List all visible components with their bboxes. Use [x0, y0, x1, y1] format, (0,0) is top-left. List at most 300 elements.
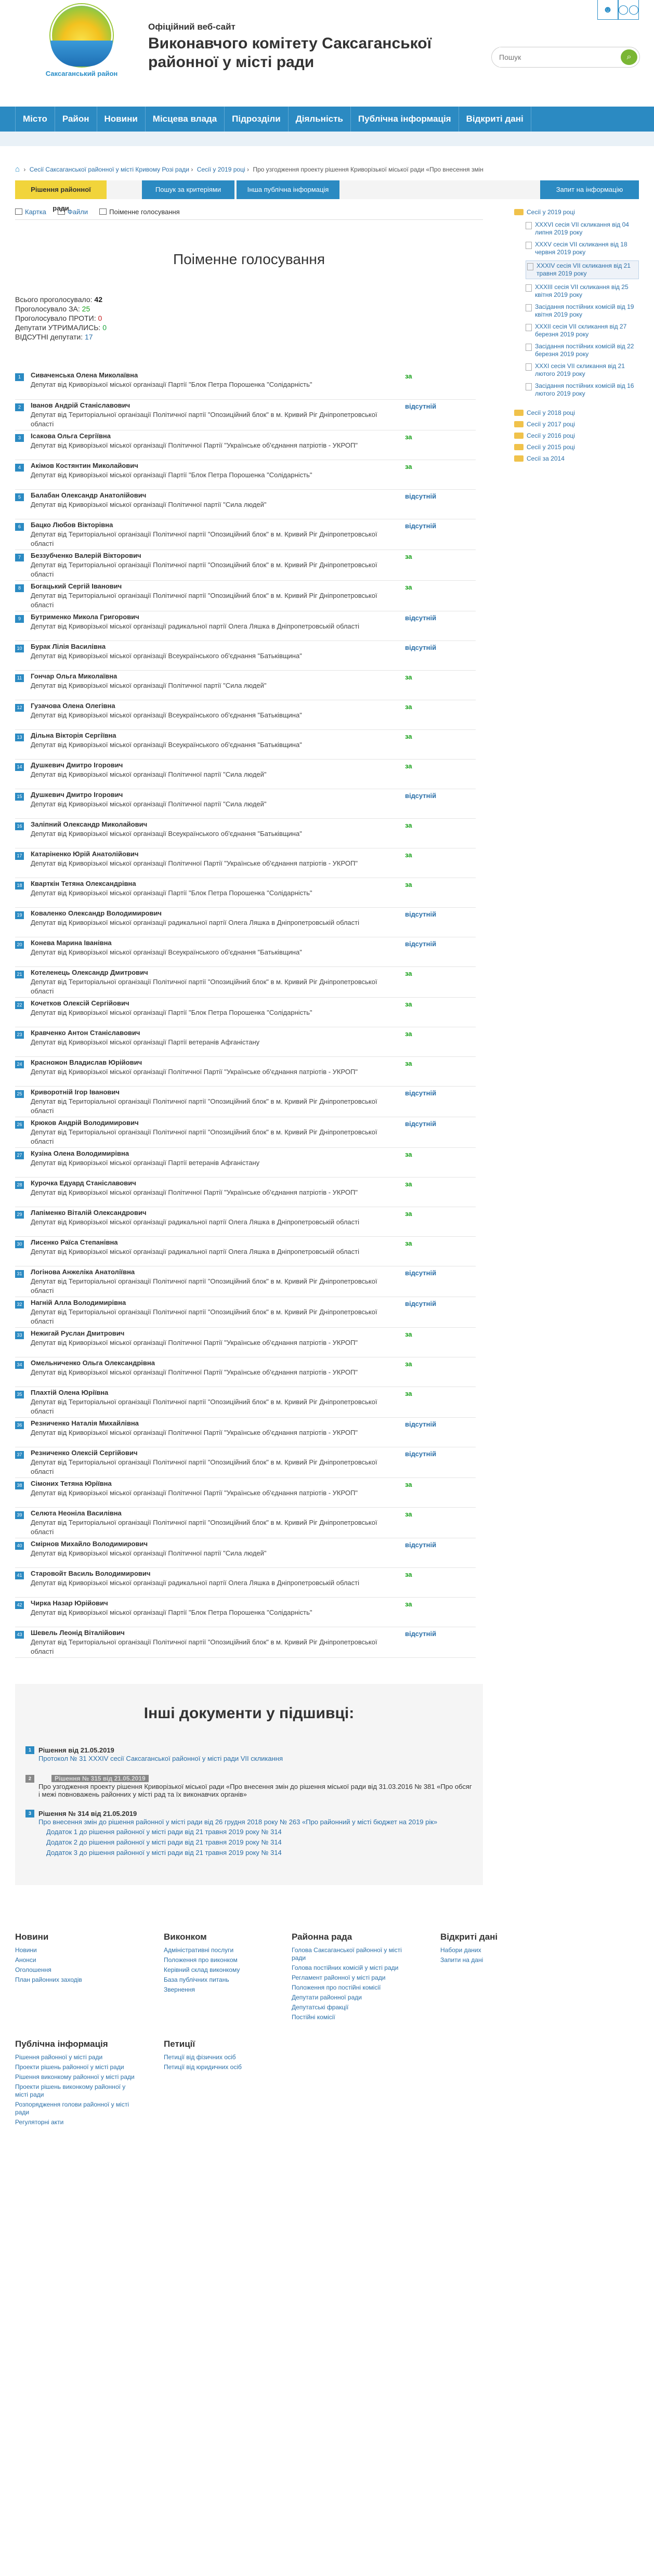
footer-link[interactable]: Голова Саксаганської районної у місті ради — [292, 1946, 402, 1962]
vote-row — [15, 1117, 476, 1147]
vote-row — [15, 519, 476, 550]
vote-row — [15, 550, 476, 580]
footer-link[interactable]: Новини — [15, 1946, 37, 1954]
deputy-party: Депутат від Криворізької міської організації Політичної партії "Сила людей" — [31, 500, 267, 508]
stat-for: 25 — [82, 305, 90, 313]
deputy-party: Депутат від Територіальної організації Політичної партії "Опозиційний блок" в м. Кривий Ріг Дніпропетровської області — [31, 1277, 377, 1294]
vote-result: за — [405, 1147, 476, 1177]
deputy-party: Депутат від Криворізької міської організації Всеукраїнського об'єднання "Батьківщина" — [31, 740, 302, 749]
site-logo[interactable] — [45, 4, 118, 98]
row-number-badge: 8 — [15, 584, 24, 592]
vote-result: відсутній — [405, 1117, 476, 1147]
footer-column-news — [15, 1932, 140, 2023]
main-nav — [0, 107, 654, 132]
vote-row — [15, 670, 476, 700]
deputy-name: Лисенко Раїса Степанівна — [31, 1238, 118, 1246]
vote-result: за — [405, 700, 476, 729]
attachment-link[interactable]: Додаток 3 до рішення районної у місті ради від 21 травня 2019 року № 314 — [46, 1848, 282, 1856]
row-number-badge: 40 — [15, 1542, 24, 1550]
vote-stats: Всього проголосувало: 42 Проголосувало ЗА: 25 Проголосувало ПРОТИ: 0 Депутати УТРИМАЛИСЬ: 0 ВІДСУТНІ депутати: 17 — [15, 295, 107, 341]
vote-result: відсутній — [405, 1086, 476, 1117]
home-icon[interactable]: ⌂ — [15, 165, 20, 174]
tree-session-item[interactable]: XXXI сесія VII скликання від 21 лютого 2019 року — [526, 362, 639, 378]
vote-row — [15, 1086, 476, 1117]
deputy-party: Депутат від Криворізької міської організації Партії "Блок Петра Порошенка "Солідарність" — [31, 381, 312, 388]
row-number-badge: 42 — [15, 1601, 24, 1609]
footer-link[interactable]: Рішення районної у місті ради — [15, 2053, 103, 2061]
nav-item[interactable]: Публічна інформація — [351, 107, 459, 132]
vote-result: за — [405, 878, 476, 907]
vote-row — [15, 1147, 476, 1177]
deputy-name: Беззубченко Валерій Вікторович — [31, 551, 141, 559]
vote-row — [15, 580, 476, 611]
footer-heading: Новини — [15, 1931, 49, 1942]
footer-link[interactable]: Положення про постійні комісії — [292, 1983, 381, 1991]
nav-underline-band — [0, 132, 654, 146]
vote-row — [15, 430, 476, 460]
deputy-name: Душкевич Дмитро Ігорович — [31, 761, 123, 769]
deputy-name: Кочетков Олексій Сергійович — [31, 999, 129, 1007]
vote-result: за — [405, 1177, 476, 1207]
deputy-name: Заліпний Олександр Миколайович — [31, 820, 148, 828]
document-link[interactable]: Про внесення змін до рішення районної у місті ради від 26 грудня 2018 року № 263 «Про районний у місті бюджет на 2019 рік» — [38, 1817, 438, 1826]
vote-result: відсутній — [405, 1447, 476, 1477]
footer-link[interactable]: Адміністративні послуги — [164, 1946, 234, 1954]
site-header — [15, 0, 639, 107]
deputy-name: Кузіна Олена Володимирівна — [31, 1149, 129, 1157]
row-number-badge: 37 — [15, 1451, 24, 1459]
vote-result: за — [405, 1056, 476, 1086]
deputy-name: Бацко Любов Вікторівна — [31, 520, 113, 529]
footer-link[interactable]: Керівний склад виконкому — [164, 1966, 240, 1973]
row-number-badge: 27 — [15, 1152, 24, 1159]
tree-year-item[interactable]: Сесії у 2018 році — [514, 408, 639, 417]
doc-label: Рішення № 315 від 21.05.2019 — [51, 1775, 149, 1782]
row-number-badge: 30 — [15, 1240, 24, 1248]
vote-row — [15, 1477, 476, 1507]
nav-item[interactable]: Район — [55, 107, 97, 132]
row-number-badge: 32 — [15, 1301, 24, 1309]
deputy-party: Депутат від Криворізької міської організації Політичної Партії "Українське об'єднання патріотів - УКРОП" — [31, 1188, 358, 1196]
doc-number-badge: 2 — [25, 1775, 34, 1783]
files-icon — [58, 208, 65, 215]
deputy-party: Депутат від Криворізької міської організації Всеукраїнського об'єднання "Батьківщина" — [31, 948, 302, 956]
footer-link[interactable]: Звернення — [164, 1985, 195, 1993]
document-icon — [526, 284, 532, 292]
vote-result: за — [405, 1507, 476, 1538]
row-number-badge: 33 — [15, 1331, 24, 1339]
vote-row — [15, 997, 476, 1027]
row-number-badge: 7 — [15, 554, 24, 561]
footer-link[interactable]: Проекти рішень виконкому районної у місті ради — [15, 2083, 126, 2098]
vote-result: відсутній — [405, 907, 476, 937]
document-icon — [526, 363, 532, 371]
row-number-badge: 34 — [15, 1361, 24, 1369]
row-number-badge: 2 — [15, 403, 24, 411]
footer-link[interactable]: Проекти рішень районної у місті ради — [15, 2063, 124, 2071]
vote-row — [15, 789, 476, 818]
nav-item[interactable]: Місто — [15, 107, 55, 132]
deputy-name: Шевель Леонід Віталійович — [31, 1628, 125, 1637]
nav-item[interactable]: Підрозділи — [225, 107, 289, 132]
vote-result: за — [405, 997, 476, 1027]
deputy-name: Нежигай Руслан Дмитрович — [31, 1329, 125, 1337]
deputy-name: Катаріненко Юрій Анатолійович — [31, 849, 139, 858]
footer-link[interactable]: Розпорядження голови районної у місті ради — [15, 2100, 129, 2116]
vote-result: за — [405, 1027, 476, 1056]
vote-row — [15, 640, 476, 670]
vote-row — [15, 399, 476, 430]
vote-row — [15, 489, 476, 519]
vote-row — [15, 460, 476, 489]
doc-number-badge: 1 — [25, 1746, 34, 1754]
deputy-party: Депутат від Територіальної організації Політичної партії "Опозиційний блок" в м. Кривий Ріг Дніпропетровської області — [31, 560, 377, 578]
deputy-party: Депутат від Криворізької міської організації Всеукраїнського об'єднання "Батьківщина" — [31, 651, 302, 660]
deputy-party: Депутат від Криворізької міської організації радикальної партії Олега Ляшка в Дніпропетровській області — [31, 1578, 359, 1587]
vote-row — [15, 848, 476, 878]
footer-link[interactable]: Рішення виконкому районної у місті ради — [15, 2073, 135, 2081]
deputy-party: Депутат від Криворізької міської організації Партії "Блок Петра Порошенка "Солідарність" — [31, 470, 312, 479]
deputy-party: Депутат від Криворізької міської організації радикальної партії Олега Ляшка в Дніпропетровській області — [31, 622, 359, 630]
footer-link[interactable]: Депутати районної ради — [292, 1993, 362, 2001]
row-number-badge: 35 — [15, 1391, 24, 1398]
tree-session-item[interactable]: XXXII сесія VII скликання від 27 березня 2019 року — [526, 323, 639, 338]
deputy-party: Депутат від Криворізької міської організації радикальної партії Олега Ляшка в Дніпропетровській області — [31, 918, 359, 926]
footer-link[interactable]: Голова постійних комісій у місті ради — [292, 1964, 399, 1971]
tree-year-item[interactable]: Сесії у 2017 році — [514, 420, 639, 429]
search-icon[interactable]: ⌕ — [621, 49, 637, 65]
deputy-name: Акімов Костянтин Миколайович — [31, 461, 138, 469]
vote-result: за — [405, 1567, 476, 1597]
tree-session-item[interactable]: XXXV сесія VII скликання від 18 червня 2019 року — [526, 241, 639, 256]
deputy-name: Іванов Андрій Станіславович — [31, 401, 130, 409]
deputy-name: Сиваченська Олена Миколаївна — [31, 371, 138, 379]
row-number-badge: 3 — [15, 434, 24, 442]
tree-year-item[interactable]: Сесії за 2014 — [514, 454, 639, 463]
vote-result: за — [405, 460, 476, 489]
footer-heading: Районна рада — [292, 1931, 352, 1942]
tree-session-item[interactable]: XXXIV сесія VII скликання від 21 травня 2019 року — [526, 260, 639, 279]
deputy-party: Депутат від Криворізької міської організації Партії "Блок Петра Порошенка "Солідарність" — [31, 888, 312, 897]
row-number-badge: 29 — [15, 1211, 24, 1219]
folder-icon — [514, 410, 524, 416]
deputy-party: Депутат від Криворізької міської організації Партії "Блок Петра Порошенка "Солідарність" — [31, 1608, 312, 1616]
folder-icon — [514, 433, 524, 439]
deputy-party: Депутат від Територіальної організації Політичної партії "Опозиційний блок" в м. Кривий Ріг Дніпропетровської області — [31, 530, 377, 547]
vote-result: за — [405, 818, 476, 848]
vote-result: за — [405, 670, 476, 700]
row-number-badge: 39 — [15, 1511, 24, 1519]
footer-column-open — [440, 1932, 575, 2023]
deputy-party: Депутат від Територіальної організації Політичної партії "Опозиційний блок" в м. Кривий Ріг Дніпропетровської області — [31, 1518, 377, 1536]
row-number-badge: 13 — [15, 734, 24, 741]
vote-result: за — [405, 1357, 476, 1387]
sidebar-tree — [514, 204, 639, 1885]
vote-row — [15, 818, 476, 848]
view-switcher — [15, 204, 483, 220]
deputy-party: Депутат від Криворізької міської організації Всеукраїнського об'єднання "Батьківщина" — [31, 829, 302, 838]
deputy-party: Депутат від Територіальної організації Політичної партії "Опозиційний блок" в м. Кривий Ріг Дніпропетровської області — [31, 1097, 377, 1115]
deputy-name: Сімоних Тетяна Юріївна — [31, 1479, 112, 1487]
vote-result: за — [405, 848, 476, 878]
deputy-name: Гончар Ольга Миколаївна — [31, 672, 117, 680]
vote-row — [15, 1387, 476, 1417]
nav-item[interactable]: Новини — [97, 107, 146, 132]
vote-icon — [99, 208, 107, 215]
vote-row — [15, 1417, 476, 1447]
vote-result: відсутній — [405, 489, 476, 519]
vote-row — [15, 1207, 476, 1236]
vote-result: відсутній — [405, 1538, 476, 1567]
other-documents-title: Інші документи у підшивці: — [143, 1704, 355, 1722]
row-number-badge: 16 — [15, 822, 24, 830]
deputy-name: Котеленець Олександр Дмитрович — [31, 968, 148, 976]
search-input[interactable] — [499, 47, 603, 67]
row-number-badge: 25 — [15, 1090, 24, 1098]
vote-row — [15, 729, 476, 759]
deputy-party: Депутат від Криворізької міської організації Політичної Партії "Українське об'єднання патріотів - УКРОП" — [31, 1488, 358, 1497]
footer-heading: Виконком — [164, 1931, 207, 1942]
deputy-name: Криворотній Ігор Іванович — [31, 1088, 120, 1096]
site-footer — [15, 1932, 639, 2128]
deputy-name: Бутрименко Микола Григорович — [31, 612, 139, 621]
tree-year-2019[interactable]: Сесії у 2019 році — [514, 207, 639, 217]
footer-link[interactable]: База публічних питань — [164, 1976, 229, 1983]
row-number-badge: 23 — [15, 1031, 24, 1039]
footer-column-exec — [164, 1932, 268, 2023]
deputy-party: Депутат від Територіальної організації Політичної партії "Опозиційний блок" в м. Кривий Ріг Дніпропетровської області — [31, 1458, 377, 1475]
vote-row — [15, 1056, 476, 1086]
deputy-party: Депутат від Криворізької міської організації радикальної партії Олега Ляшка в Дніпропетровській області — [31, 1247, 359, 1256]
deputy-name: Чирка Назар Юрійович — [31, 1599, 108, 1607]
document-icon — [526, 383, 532, 390]
stat-abstain: 0 — [102, 323, 107, 332]
vote-result: за — [405, 580, 476, 611]
vote-row — [15, 1597, 476, 1627]
deputy-name: Кварткін Тетяна Олександрівна — [31, 879, 136, 887]
row-number-badge: 19 — [15, 911, 24, 919]
footer-link[interactable]: Регламент районної у місті ради — [292, 1973, 386, 1981]
footer-link[interactable]: Оголошення — [15, 1966, 51, 1973]
row-number-badge: 43 — [15, 1631, 24, 1639]
deputy-party: Депутат від Криворізької міської організації Політичної партії "Сила людей" — [31, 800, 267, 808]
deputy-name: Смірнов Михайло Володимирович — [31, 1539, 148, 1548]
footer-link[interactable]: Набори даних — [440, 1946, 481, 1954]
deputy-name: Конева Марина Іванівна — [31, 938, 112, 947]
vote-result: за — [405, 759, 476, 789]
footer-link[interactable]: Анонси — [15, 1956, 36, 1964]
vote-result: відсутній — [405, 1297, 476, 1327]
vote-table — [15, 370, 476, 1658]
vote-row — [15, 1266, 476, 1297]
tab-public-info[interactable]: Інша публічна інформація — [237, 180, 339, 199]
document-icon — [526, 304, 532, 311]
footer-link[interactable]: Запити на дані — [440, 1956, 483, 1964]
deputy-name: Дільна Вікторія Сергіївна — [31, 731, 116, 739]
deputy-party: Депутат від Територіальної організації Політичної партії "Опозиційний блок" в м. Кривий Ріг Дніпропетровської області — [31, 1307, 377, 1325]
footer-link[interactable]: Постійні комісії — [292, 2013, 335, 2021]
vote-result: відсутній — [405, 789, 476, 818]
breadcrumb-link[interactable]: Сесії Саксаганської районної у місті Кривому Розі ради — [29, 166, 189, 173]
glasses-icon[interactable]: ◯◯ — [618, 0, 639, 20]
footer-link[interactable]: Депутатські фракції — [292, 2003, 349, 2011]
vote-row — [15, 937, 476, 966]
deputy-party: Депутат від Територіальної організації Політичної партії "Опозиційний блок" в м. Кривий Ріг Дніпропетровської області — [31, 1638, 377, 1655]
wave-emblem — [50, 41, 113, 67]
deputy-name: Резниченко Олексій Сергійович — [31, 1448, 138, 1457]
footer-column-council — [292, 1932, 416, 2023]
row-number-badge: 21 — [15, 971, 24, 978]
tree-session-item[interactable]: Засідання постійних комісій від 19 квітня 2019 року — [526, 303, 639, 319]
stat-total: 42 — [94, 295, 102, 304]
nav-item[interactable]: Діяльність — [289, 107, 351, 132]
deputy-party: Депутат від Криворізької міської організації Політичної Партії "Українське об'єднання патріотів - УКРОП" — [31, 441, 358, 449]
view-files-link[interactable]: Файли — [58, 208, 88, 216]
row-number-badge: 28 — [15, 1181, 24, 1189]
nav-item[interactable]: Місцева влада — [146, 107, 225, 132]
deputy-name: Балабан Олександр Анатолійович — [31, 491, 147, 499]
vote-row — [15, 700, 476, 729]
doc-number-badge: 3 — [25, 1810, 34, 1817]
vote-result: за — [405, 1207, 476, 1236]
vote-result: відсутній — [405, 519, 476, 550]
row-number-badge: 38 — [15, 1482, 24, 1489]
deputy-party: Депутат від Криворізької міської організації Політичної Партії "Українське об'єднання патріотів - УКРОП" — [31, 1067, 358, 1076]
breadcrumb-link[interactable]: Сесії у 2019 році — [197, 166, 245, 173]
vote-row — [15, 1297, 476, 1327]
attachment-link[interactable]: Додаток 1 до рішення районної у місті ради від 21 травня 2019 року № 314 — [46, 1827, 282, 1836]
vote-row — [15, 1447, 476, 1477]
vote-row — [15, 878, 476, 907]
row-number-badge: 31 — [15, 1270, 24, 1278]
deputy-name: Богацький Сергій Іванович — [31, 582, 122, 590]
vote-row — [15, 370, 476, 399]
tree-session-item[interactable]: Засідання постійних комісій від 22 березня 2019 року — [526, 343, 639, 358]
document-link[interactable]: Протокол № 31 XXXIV сесії Саксаганської районної у місті ради VII скликання — [38, 1754, 283, 1762]
attachment-link[interactable]: Додаток 2 до рішення районної у місті ради від 21 травня 2019 року № 314 — [46, 1838, 282, 1846]
folder-icon — [514, 421, 524, 427]
folder-icon — [514, 209, 524, 215]
deputy-name: Бурак Лілія Василівна — [31, 642, 106, 650]
page-title: Поіменне голосування — [173, 251, 325, 267]
footer-link[interactable]: Петиції від юридичних осіб — [164, 2063, 242, 2071]
deputy-name: Гузачова Олена Олегівна — [31, 701, 115, 710]
nav-item[interactable]: Відкриті дані — [459, 107, 531, 132]
deputy-name: Резниченко Наталія Михайлівна — [31, 1419, 139, 1427]
deputy-name: Крюков Андрій Володимирович — [31, 1118, 139, 1127]
deputy-name: Логінова Анжеліка Анатоліївна — [31, 1267, 135, 1276]
vote-result: відсутній — [405, 1266, 476, 1297]
deputy-party: Депутат від Криворізької міської організації Політичної Партії "Українське об'єднання патріотів - УКРОП" — [31, 859, 358, 867]
tab-decisions[interactable]: Рішення районної ради — [15, 180, 107, 199]
folder-icon — [514, 455, 524, 462]
deputy-name: Омельниченко Ольга Олександрівна — [31, 1358, 155, 1367]
view-card-link[interactable]: Картка — [15, 208, 46, 216]
row-number-badge: 9 — [15, 615, 24, 623]
row-number-badge: 18 — [15, 882, 24, 890]
vote-result: за — [405, 1477, 476, 1507]
document-icon — [527, 263, 533, 270]
row-number-badge: 22 — [15, 1001, 24, 1009]
deputy-party: Депутат від Криворізької міської організації радикальної партії Олега Ляшка в Дніпропетровській області — [31, 1218, 359, 1226]
tab-info-request[interactable]: Запит на інформацію — [540, 180, 639, 199]
document-icon — [526, 344, 532, 351]
document-item: 1 Рішення від 21.05.2019 Протокол № 31 XXXIV сесії Саксаганської районної у місті ради VII скликання — [25, 1746, 473, 1763]
footer-heading: Петиції — [164, 2038, 195, 2049]
deputy-party: Депутат від Територіальної організації Політичної партії "Опозиційний блок" в м. Кривий Ріг Дніпропетровської області — [31, 591, 377, 609]
vote-row — [15, 611, 476, 640]
tree-year-item[interactable]: Сесії у 2016 році — [514, 431, 639, 440]
vote-row — [15, 907, 476, 937]
row-number-badge: 1 — [15, 373, 24, 381]
row-number-badge: 10 — [15, 645, 24, 652]
vote-row — [15, 1538, 476, 1567]
vote-result: за — [405, 1236, 476, 1266]
card-icon — [15, 208, 22, 215]
vote-result: відсутній — [405, 611, 476, 640]
tree-session-item[interactable]: Засідання постійних комісій від 16 лютого 2019 року — [526, 382, 639, 398]
footer-column-petitions — [164, 2039, 268, 2128]
vote-result: за — [405, 729, 476, 759]
vote-row — [15, 1567, 476, 1597]
vote-result: відсутній — [405, 399, 476, 430]
document-icon — [526, 324, 532, 331]
document-icon — [526, 222, 532, 229]
vote-row — [15, 1627, 476, 1657]
deputy-party: Депутат від Криворізької міської організації Партії "Блок Петра Порошенка "Солідарність" — [31, 1008, 312, 1016]
search-box — [491, 47, 640, 68]
vote-row — [15, 1327, 476, 1357]
user-icon[interactable]: ☻ — [597, 0, 618, 20]
footer-link[interactable]: План районних заходів — [15, 1976, 82, 1983]
footer-link[interactable]: Петиції від фізичних осіб — [164, 2053, 236, 2061]
vote-row — [15, 1357, 476, 1387]
deputy-name: Старовойт Василь Володимирович — [31, 1569, 151, 1577]
view-vote-current: Поіменне голосування — [99, 208, 180, 216]
row-number-badge: 14 — [15, 763, 24, 771]
vote-row — [15, 1236, 476, 1266]
deputy-party: Депутат від Криворізької міської організації Всеукраїнського об'єднання "Батьківщина" — [31, 711, 302, 719]
deputy-party: Депутат від Криворізької міської організації Політичної партії "Сила людей" — [31, 1549, 267, 1557]
row-number-badge: 20 — [15, 941, 24, 949]
deputy-name: Красножон Владислав Юрійович — [31, 1058, 142, 1066]
deputy-party: Депутат від Криворізької міської організації Політичної Партії "Українське об'єднання патріотів - УКРОП" — [31, 1428, 358, 1436]
stat-absent: 17 — [84, 333, 93, 341]
footer-link[interactable]: Регуляторні акти — [15, 2118, 64, 2126]
footer-link[interactable]: Положення про виконком — [164, 1956, 238, 1964]
breadcrumb: ⌂ › Сесії Саксаганської районної у місті Кривому Розі ради › Сесії у 2019 році › Про узгодження проекту рішення Криворізької міської ради «Про внесення змін — [15, 165, 483, 174]
folder-icon — [514, 444, 524, 450]
row-number-badge: 26 — [15, 1121, 24, 1129]
deputy-party: Депутат від Територіальної організації Політичної партії "Опозиційний блок" в м. Кривий Ріг Дніпропетровської області — [31, 410, 377, 428]
tab-search[interactable]: Пошук за критеріями — [142, 180, 234, 199]
deputy-name: Кравченко Антон Станіславович — [31, 1028, 140, 1037]
breadcrumb-current: Про узгодження проекту рішення Криворізької міської ради «Про внесення змін — [253, 166, 483, 173]
document-item: 3 Рішення № 314 від 21.05.2019 Про внесення змін до рішення районної у місті ради від 26 грудня 2018 року № 263 «Про районний у місті бюджет на 2019 рік» Додаток 1 до рішення районної у місті ради від 21 травня 2019 року № 314 Додаток 2 до рішення районної у місті ради від 21 травня 2019 року № 314 Додаток 3 до рішення районної у місті ради від 21 травня 2019 року № 314 — [25, 1810, 473, 1858]
vote-row — [15, 966, 476, 997]
deputy-party: Депутат від Криворізької міської організації Політичної партії "Сила людей" — [31, 681, 267, 689]
deputy-name: Ісакова Ольга Сергіївна — [31, 431, 111, 440]
deputy-name: Курочка Едуард Станіславович — [31, 1179, 136, 1187]
stat-against: 0 — [98, 314, 102, 322]
tree-session-item[interactable]: XXXVI сесія VII скликання від 04 липня 2019 року — [526, 221, 639, 237]
deputy-name: Лапіменко Віталій Олександрович — [31, 1208, 147, 1217]
footer-column-public — [15, 2039, 140, 2128]
deputy-party: Депутат від Територіальної організації Політичної партії "Опозиційний блок" в м. Кривий Ріг Дніпропетровської області — [31, 1397, 377, 1415]
tree-session-item[interactable]: XXXIII сесія VII скликання від 25 квітня 2019 року — [526, 283, 639, 299]
tree-year-item[interactable]: Сесії у 2015 році — [514, 442, 639, 452]
vote-result: за — [405, 550, 476, 580]
